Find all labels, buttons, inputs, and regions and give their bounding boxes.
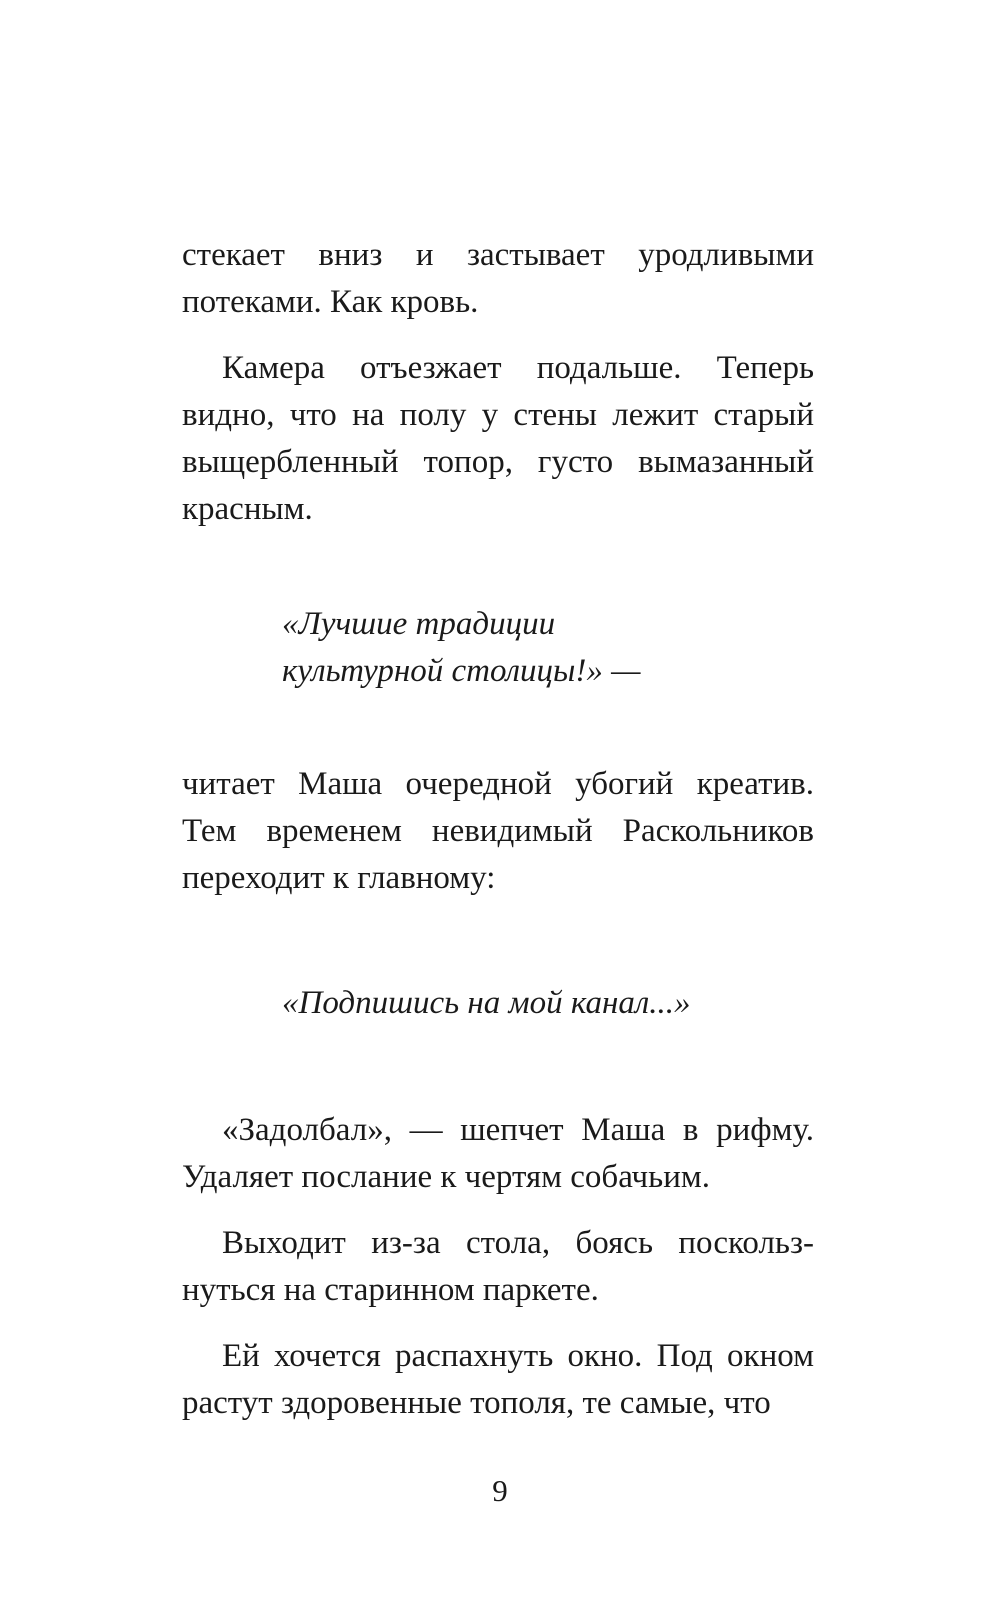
paragraph-6: Ей хочется распахнуть окно. Под окном растут здоровенные тополя, те самые, что bbox=[182, 1338, 814, 1421]
paragraph-5: Выходит из-за стола, боясь поскользнуться на старинном паркете. bbox=[182, 1225, 814, 1308]
quote-verse-2-line-1: «Подпишись на мой канал...» bbox=[282, 985, 691, 1021]
paragraph-4: «Задолбал», — шепчет Маша в рифму. Удаляет послание к чертям собачьим. bbox=[182, 1112, 814, 1195]
quote-verse-1 bbox=[282, 601, 814, 695]
page-number: 9 bbox=[492, 1473, 508, 1508]
paragraph-3: читает Маша очередной убогий креатив. Тем временем невидимый Раскольников переходит к главному: bbox=[182, 766, 814, 896]
quote-verse-1-line-1: «Лучшие традиции bbox=[282, 606, 556, 642]
page-text-block bbox=[182, 232, 814, 1446]
paragraph-2: Камера отъезжает подальше. Теперь видно, что на полу у стены лежит старый выщербленный топор, густо вымазанный красным. bbox=[182, 350, 814, 527]
paragraph-1: стекает вниз и застывает уродливыми потеками. Как кровь. bbox=[182, 237, 814, 320]
quote-verse-1-line-2: культурной столицы!» — bbox=[282, 653, 641, 689]
quote-verse-2 bbox=[282, 980, 814, 1027]
